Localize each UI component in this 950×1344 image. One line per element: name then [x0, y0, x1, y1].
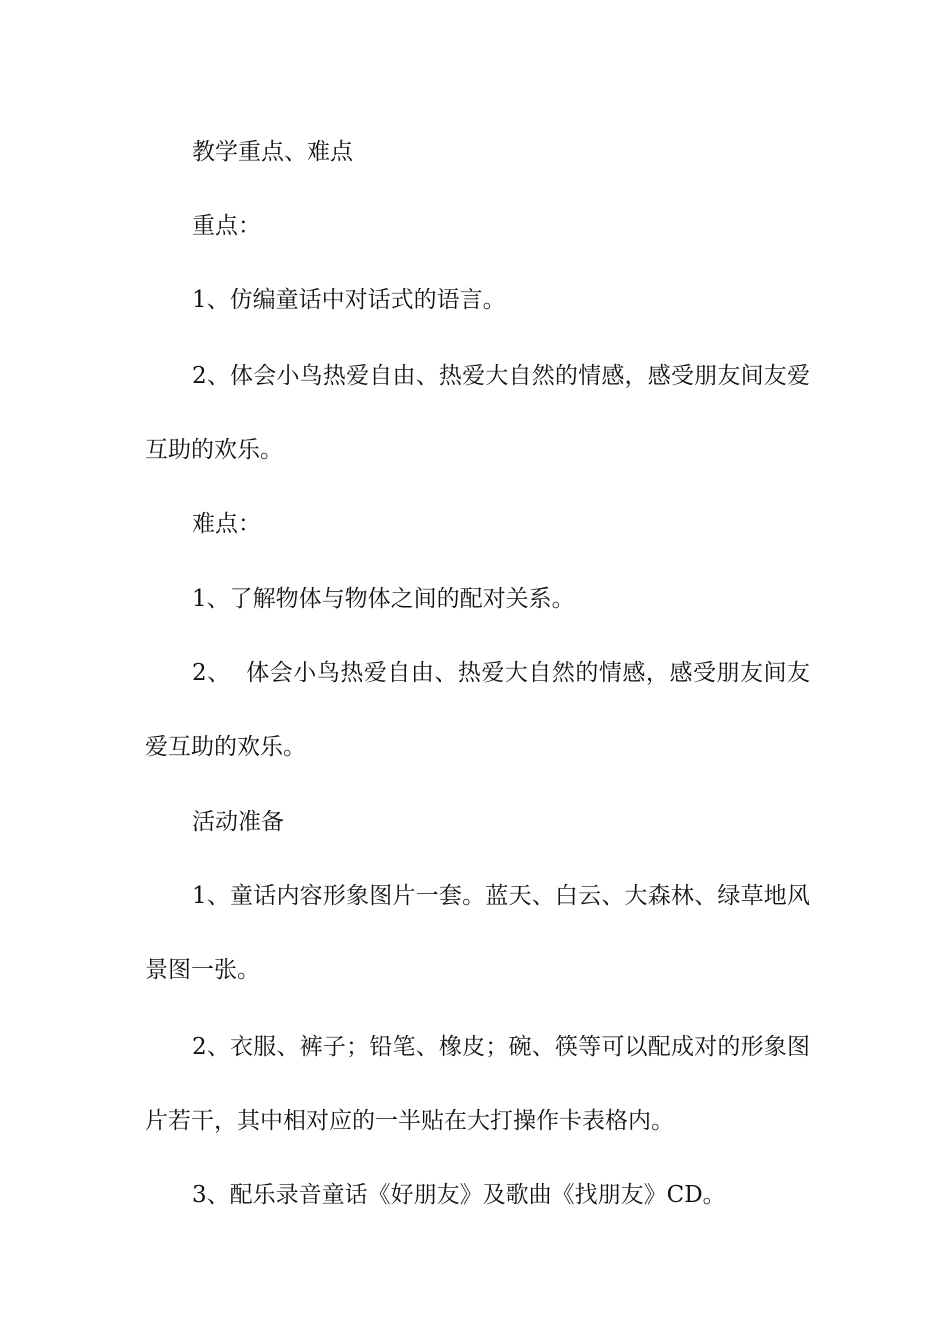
subheading-key-points: 重点： [192, 213, 261, 239]
section-heading-key-points: 教学重点、难点 [192, 139, 353, 165]
paragraph-key-point-2: 2、体会小鸟热爱自由、热爱大自然的情感，感受朋友间友爱互助的欢乐。 [145, 363, 810, 463]
paragraph-difficult-point-1: 1、了解物体与物体之间的配对关系。 [192, 586, 575, 612]
section-heading-preparation: 活动准备 [192, 809, 284, 835]
paragraph-preparation-3: 3、配乐录音童话《好朋友》及歌曲《找朋友》CD。 [192, 1182, 726, 1208]
paragraph-preparation-2: 2、衣服、裤子；铅笔、橡皮；碗、筷等可以配成对的形象图片若干，其中相对应的一半贴在大打操作卡表格内。 [145, 1034, 810, 1134]
paragraph-key-point-1: 1、仿编童话中对话式的语言。 [192, 287, 506, 313]
subheading-difficult-points: 难点： [192, 511, 261, 537]
paragraph-difficult-point-2: 2、 体会小鸟热爱自由、热爱大自然的情感，感受朋友间友爱互助的欢乐。 [145, 660, 810, 760]
paragraph-preparation-1: 1、童话内容形象图片一套。蓝天、白云、大森林、绿草地风景图一张。 [145, 883, 810, 983]
